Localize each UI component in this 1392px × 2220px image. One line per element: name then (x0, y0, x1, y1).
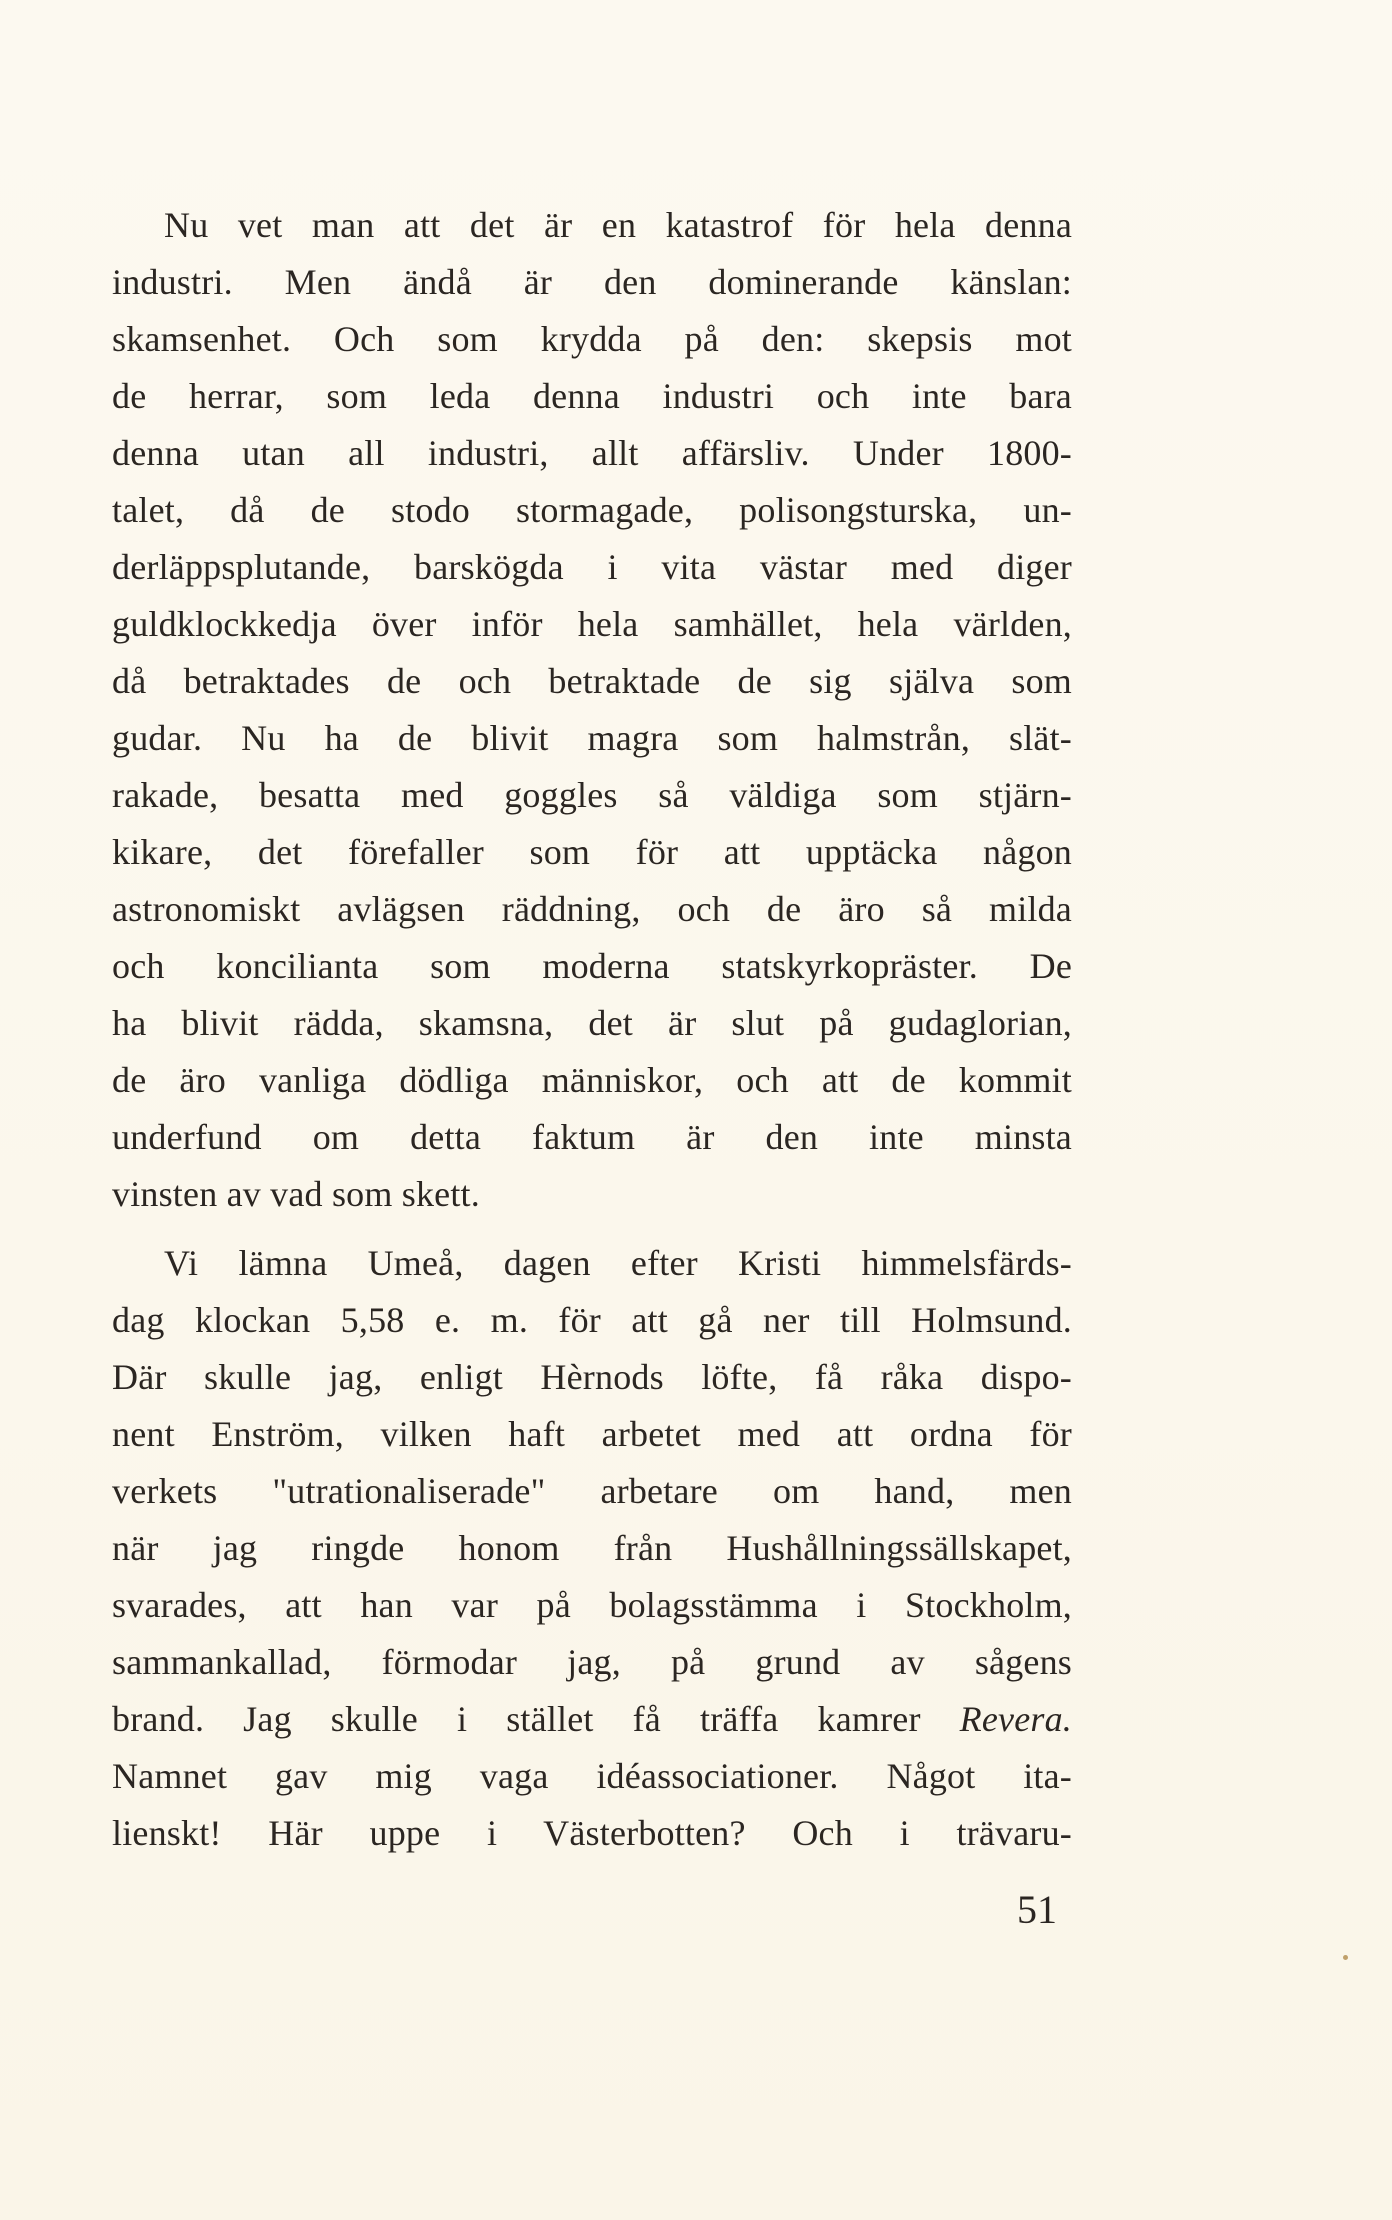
text-line: och koncilianta som moderna statskyrkopräster. De (112, 946, 1072, 986)
text-line: talet, då de stodo stormagade, polisongsturska, un- (112, 490, 1072, 530)
paragraph-spacer (112, 1223, 1072, 1235)
text-line: de herrar, som leda denna industri och inte bara (112, 376, 1072, 416)
text-line: skamsenhet. Och som krydda på den: skepsis mot (112, 319, 1072, 359)
text-line: då betraktades de och betraktade de sig själva som (112, 661, 1072, 701)
text-line: Namnet gav mig vaga idéassociationer. Något ita- (112, 1756, 1072, 1796)
page-number: 51 (1017, 1887, 1057, 1932)
text-line: vinsten av vad som skett. (112, 1174, 480, 1214)
text-line: när jag ringde honom från Hushållningssällskapet, (112, 1528, 1072, 1568)
text-line: underfund om detta faktum är den inte minsta (112, 1117, 1072, 1157)
text-line: dag klockan 5,58 e. m. för att gå ner till Holmsund. (112, 1300, 1072, 1340)
text-line: Nu vet man att det är en katastrof för hela denna (164, 205, 1072, 245)
text-line: kikare, det förefaller som för att upptäcka någon (112, 832, 1072, 872)
text-line: denna utan all industri, allt affärsliv. Under 1800- (112, 433, 1072, 473)
text-line: sammankallad, förmodar jag, på grund av sågens (112, 1642, 1072, 1682)
text-line: ha blivit rädda, skamsna, det är slut på gudaglorian, (112, 1003, 1072, 1043)
text-line: rakade, besatta med goggles så väldiga som stjärn- (112, 775, 1072, 815)
text-line: industri. Men ändå är den dominerande känslan: (112, 262, 1072, 302)
text-line: gudar. Nu ha de blivit magra som halmstrån, slät- (112, 718, 1072, 758)
text-line: astronomiskt avlägsen räddning, och de äro så milda (112, 889, 1072, 929)
italic-name: Revera. (959, 1699, 1073, 1739)
text-line: Vi lämna Umeå, dagen efter Kristi himmelsfärds- (164, 1243, 1072, 1283)
text-line: verkets "utrationaliserade" arbetare om hand, men (112, 1471, 1072, 1511)
paragraph-2 (112, 1235, 1072, 1862)
paper-speck (1343, 1955, 1348, 1960)
text-line: nent Enström, vilken haft arbetet med att ordna för (112, 1414, 1072, 1454)
text-line: de äro vanliga dödliga människor, och att de kommit (112, 1060, 1072, 1100)
text-line: derläppsplutande, barskögda i vita västar med diger (112, 547, 1072, 587)
text-line (112, 1691, 1072, 1748)
text-line: svarades, att han var på bolagsstämma i Stockholm, (112, 1585, 1072, 1625)
text-line: guldklockkedja över inför hela samhället, hela världen, (112, 604, 1072, 644)
text-line: Där skulle jag, enligt Hèrnods löfte, få råka dispo- (112, 1357, 1072, 1397)
text-line: lienskt! Här uppe i Västerbotten? Och i trävaru- (112, 1813, 1072, 1853)
body-text (112, 197, 1072, 1862)
text-segment: brand. Jag skulle i stället få träffa kamrer (112, 1699, 921, 1739)
paragraph-1 (112, 197, 1072, 1223)
